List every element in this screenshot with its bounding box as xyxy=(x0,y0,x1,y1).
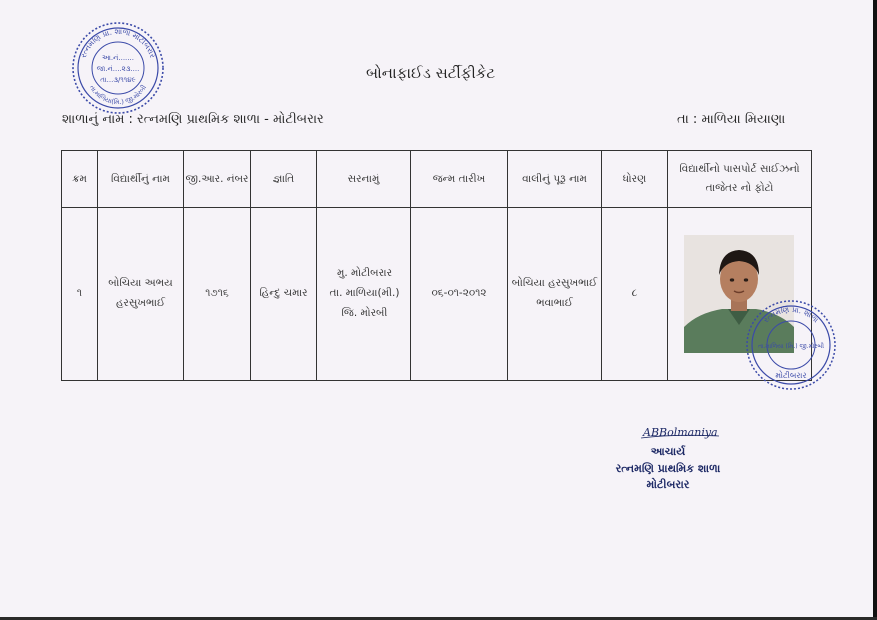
scan-edge-right xyxy=(873,0,877,620)
header-address: સરનામું xyxy=(317,151,411,208)
header-student-name: વિદ્યાર્થીનું નામ xyxy=(98,151,184,208)
seal-line-2: જા.નં....૨૩.... xyxy=(96,65,140,73)
cell-standard: ૮ xyxy=(602,208,668,381)
student-details-table xyxy=(61,150,824,381)
address-line-2: તા. માળિયા(મી.) xyxy=(329,287,400,300)
cell-parent-name: બોચિયા હરસુખભાઈ ભવાભાઈ xyxy=(508,208,602,381)
school-seal-stamp xyxy=(70,20,166,116)
photo-seal-stamp xyxy=(744,298,838,392)
header-photo: વિદ્યાર્થીનો પાસપોર્ટ સાઈઝનો તાજેતર નો ફોટો xyxy=(668,151,812,208)
school-name-line: શાળાનું નામ : રત્નમણિ પ્રાથમિક શાળા - મોટીબરાર xyxy=(62,112,324,127)
principal-school-name: રત્નમણિ પ્રાથમિક શાળા xyxy=(615,461,721,475)
seal-line-1: આ.નં....... xyxy=(102,54,134,62)
cell-gr-number: ૧૭૧૬ xyxy=(184,208,251,381)
principal-signature-block xyxy=(598,422,738,494)
header-dob: જન્મ તારીખ xyxy=(411,151,508,208)
table-header-row xyxy=(62,151,812,208)
header-sr: ક્રમ xyxy=(62,151,98,208)
cell-caste: હિન્દુ ચમાર xyxy=(251,208,317,381)
photo-seal-center: તા.માળિયા (મિ.) જી.મોરબી xyxy=(758,343,824,350)
header-gr-number: જી.આર. નંબર xyxy=(184,151,251,208)
cell-address xyxy=(317,208,411,381)
header-standard: ધોરણ xyxy=(602,151,668,208)
table-row xyxy=(62,208,812,381)
photo-seal-arc: રત્નમણિ પ્રા. શાળા xyxy=(761,304,821,325)
signature-scribble xyxy=(613,422,723,440)
seal-bottom-arc-text: તા.માળિયા(મિ.) જી.મોરબી xyxy=(87,83,149,107)
header-caste: જ્ઞાતિ xyxy=(251,151,317,208)
cell-sr: ૧ xyxy=(62,208,98,381)
photo-seal-bottom: મોટીબરાર xyxy=(775,371,807,380)
seal-line-3: તા...૩/૧૧૪૯ xyxy=(100,76,136,84)
taluka-line: તા : માળિયા મિયાણા xyxy=(677,112,786,127)
svg-text:ABBolmaniya: ABBolmaniya xyxy=(643,426,718,439)
header-parent-name: વાલીનું પૂરૂ નામ xyxy=(508,151,602,208)
principal-role: આચાર્ય xyxy=(650,445,686,458)
address-line-1: મુ. મોટીબરાર xyxy=(336,267,393,280)
certificate-title: બોનાફાઈડ સર્ટીફીકેટ xyxy=(366,64,496,82)
cell-student-name: બોચિયા અભય હરસુખભાઈ xyxy=(98,208,184,381)
principal-place: મોટીબરાર xyxy=(646,478,690,491)
cell-photo xyxy=(668,208,824,381)
seal-arc-text: રત્નમણિ પ્રા. શાળા મોટીબરાર xyxy=(78,26,158,60)
svg-text:તા.માળિયા(મિ.) જી.મોરબી xyxy=(88,84,148,107)
address-line-3: જિ. મોરબી xyxy=(341,306,388,319)
cell-dob: ૦૬-૦૧-૨૦૧૨ xyxy=(411,208,508,381)
